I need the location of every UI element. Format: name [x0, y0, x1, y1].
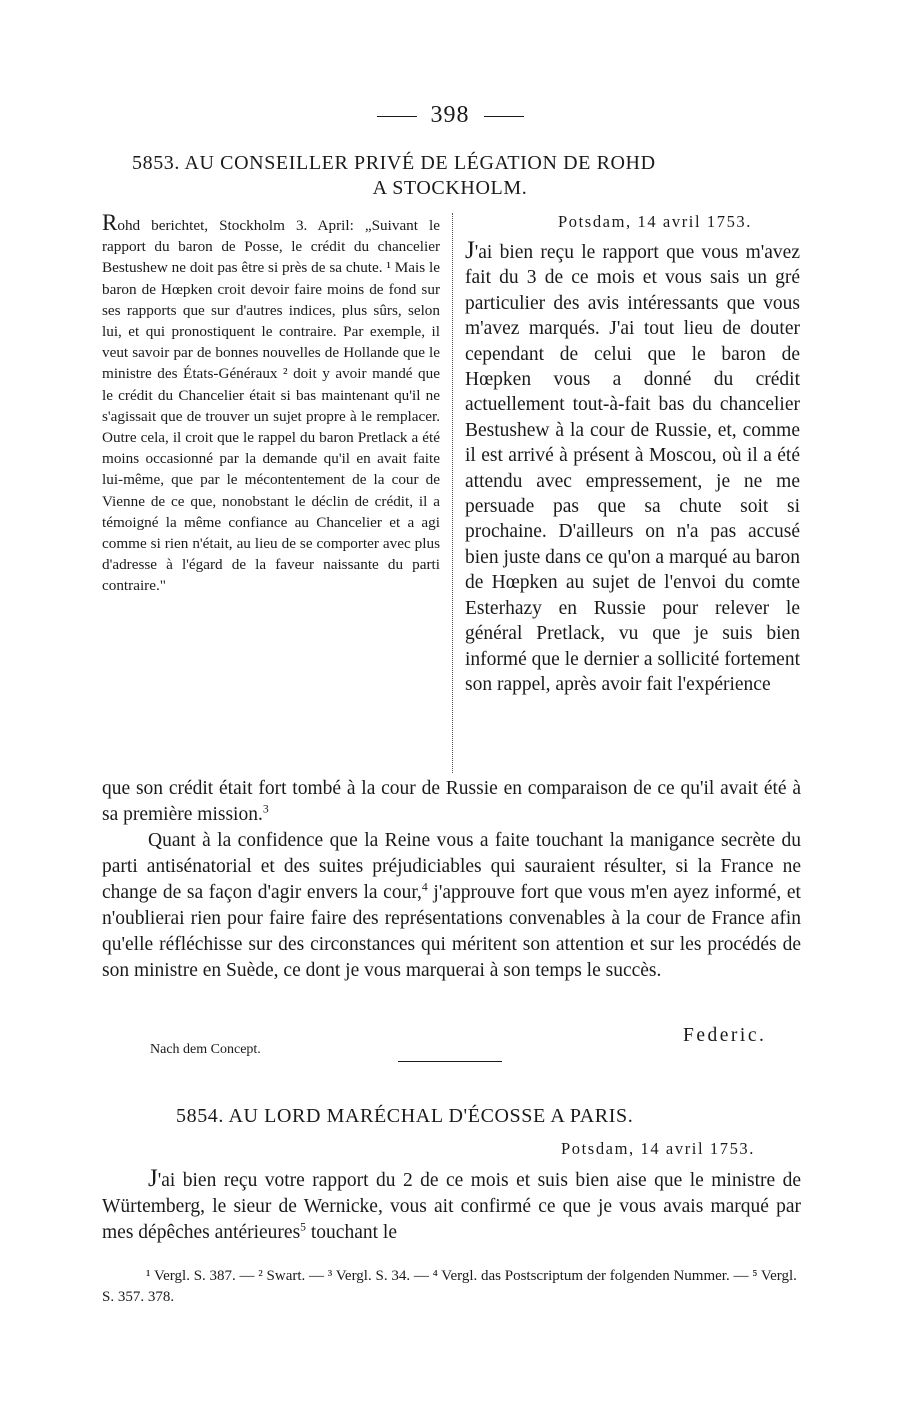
- letter-1-title-line2: A STOCKHOLM.: [372, 177, 528, 199]
- summary-text: ohd berichtet, Stockholm 3. April: „Suivant le rapport du baron de Posse, le crédit du chancelier Bestushew ne doit pas être si près de sa chute. ¹ Mais le baron de Hœpken croit devoir faire moins de fond sur ses rapports que sur d'autres indices, plus sûrs, selon lui, et qui pronostiquent le contraire. Par exemple, il veut savoir par de bonnes nouvelles de Hollande que le ministre des États-Généraux ² doit y avoir mandé que le crédit du Chancelier était si bas maintenant qu'il ne s'agissait que de trouver un sujet propre à le remplacer. Outre cela, il croit que le rappel du baron Pretlack a été moins occasionné par la demande qu'il en avait faite lui-même, que par le mécontentement de la cour de Vienne de ce que, nonobstant le déclin de crédit, il a témoigné la même confiance au Chancelier et a agi comme si rien n'était, au lieu de se comporter avec plus d'adresse à l'égard de la faveur naissante du parti contraire.": [102, 217, 440, 595]
- dash-right: [484, 116, 524, 117]
- letter-1-title-line1: 5853. AU CONSEILLER PRIVÉ DE LÉGATION DE ROHD: [132, 152, 656, 174]
- letter-2-dateline: Potsdam, 14 avril 1753.: [561, 1139, 756, 1158]
- letter-1-body-continued: [102, 776, 801, 828]
- letter-1-paragraph-2: [102, 828, 801, 983]
- section-divider: [398, 1061, 502, 1062]
- footnote-ref-3: 3: [262, 802, 269, 816]
- page-number: [0, 102, 900, 129]
- letter-2-text-a: 'ai bien reçu votre rapport du 2 de ce mois et suis bien aise que le ministre de Würtemberg, le sieur de Wernicke, vous ait confirmé ce que je vous avais marqué par mes dépêches antérieures: [102, 1170, 801, 1243]
- page-number-value: 398: [430, 102, 470, 128]
- dash-left: [377, 116, 417, 117]
- footnote-ref-4: 4: [421, 880, 428, 894]
- body-continued-text: que son crédit était fort tombé à la cour de Russie en comparaison de ce qu'il avait été à sa première mission.: [102, 778, 801, 825]
- letter-1-source: Nach dem Concept.: [150, 1042, 261, 1057]
- paragraph-2-text-a: Quant à la confidence que la Reine vous a faite touchant la manigance secrète du parti antisénatorial et des suites préjudiciables qui sauraient résulter, si la France ne change de sa façon d'agir envers la cour,: [102, 830, 801, 903]
- letter-2-initial: J: [148, 1165, 158, 1192]
- body-initial: J: [465, 237, 475, 264]
- letter-1-body-column: [465, 238, 800, 697]
- letter-1-signature: Federic.: [683, 1025, 767, 1046]
- letter-2-body: [102, 1166, 801, 1246]
- letter-1-summary: [102, 212, 440, 597]
- column-separator: [452, 213, 453, 773]
- letter-2-text-b: touchant le: [306, 1221, 397, 1243]
- body-column-text: 'ai bien reçu le rapport que vous m'avez fait du 3 de ce mois et vous sais un gré particulier des avis intéressants que vous m'avez marqués. J'ai tout lieu de douter cependant de celui que le baron de Hœpken vous a donné du crédit actuellement tout-à-fait bas du chancelier Bestushew à la cour de Russie, et, comme il est arrivé à présent à Moscou, où il a été attendu avec empressement, je ne me persuade pas que sa chute soit si prochaine. D'ailleurs on n'a pas accusé bien juste dans ce qu'on a marqué au baron de Hœpken au sujet de l'envoi du comte Esterhazy en Russie pour relever le général Pretlack, vu que je suis bien informé que le dernier a sollicité fortement son rappel, après avoir fait l'expérience: [465, 242, 800, 695]
- letter-1-dateline: Potsdam, 14 avril 1753.: [558, 212, 753, 231]
- paragraph-2-text-b: j'approuve fort que vous m'en ayez informé, et n'oublierai rien pour faire faire des représentations convenables à la cour de France afin qu'elle réfléchisse sur des circonstances qui méritent son attention et sur les procédés de son ministre en Suède, ce dont je vous marquerai à son temps le succès.: [102, 881, 801, 981]
- letter-2-title: 5854. AU LORD MARÉCHAL D'ÉCOSSE A PARIS.: [176, 1105, 634, 1127]
- footnotes: [102, 1266, 802, 1308]
- footnote-ref-5: 5: [300, 1220, 306, 1234]
- footnotes-text: ¹ Vergl. S. 387. — ² Swart. — ³ Vergl. S. 34. — ⁴ Vergl. das Postscriptum der folgenden Nummer. — ⁵ Vergl. S. 357. 378.: [102, 1268, 797, 1305]
- summary-initial: R: [102, 210, 118, 235]
